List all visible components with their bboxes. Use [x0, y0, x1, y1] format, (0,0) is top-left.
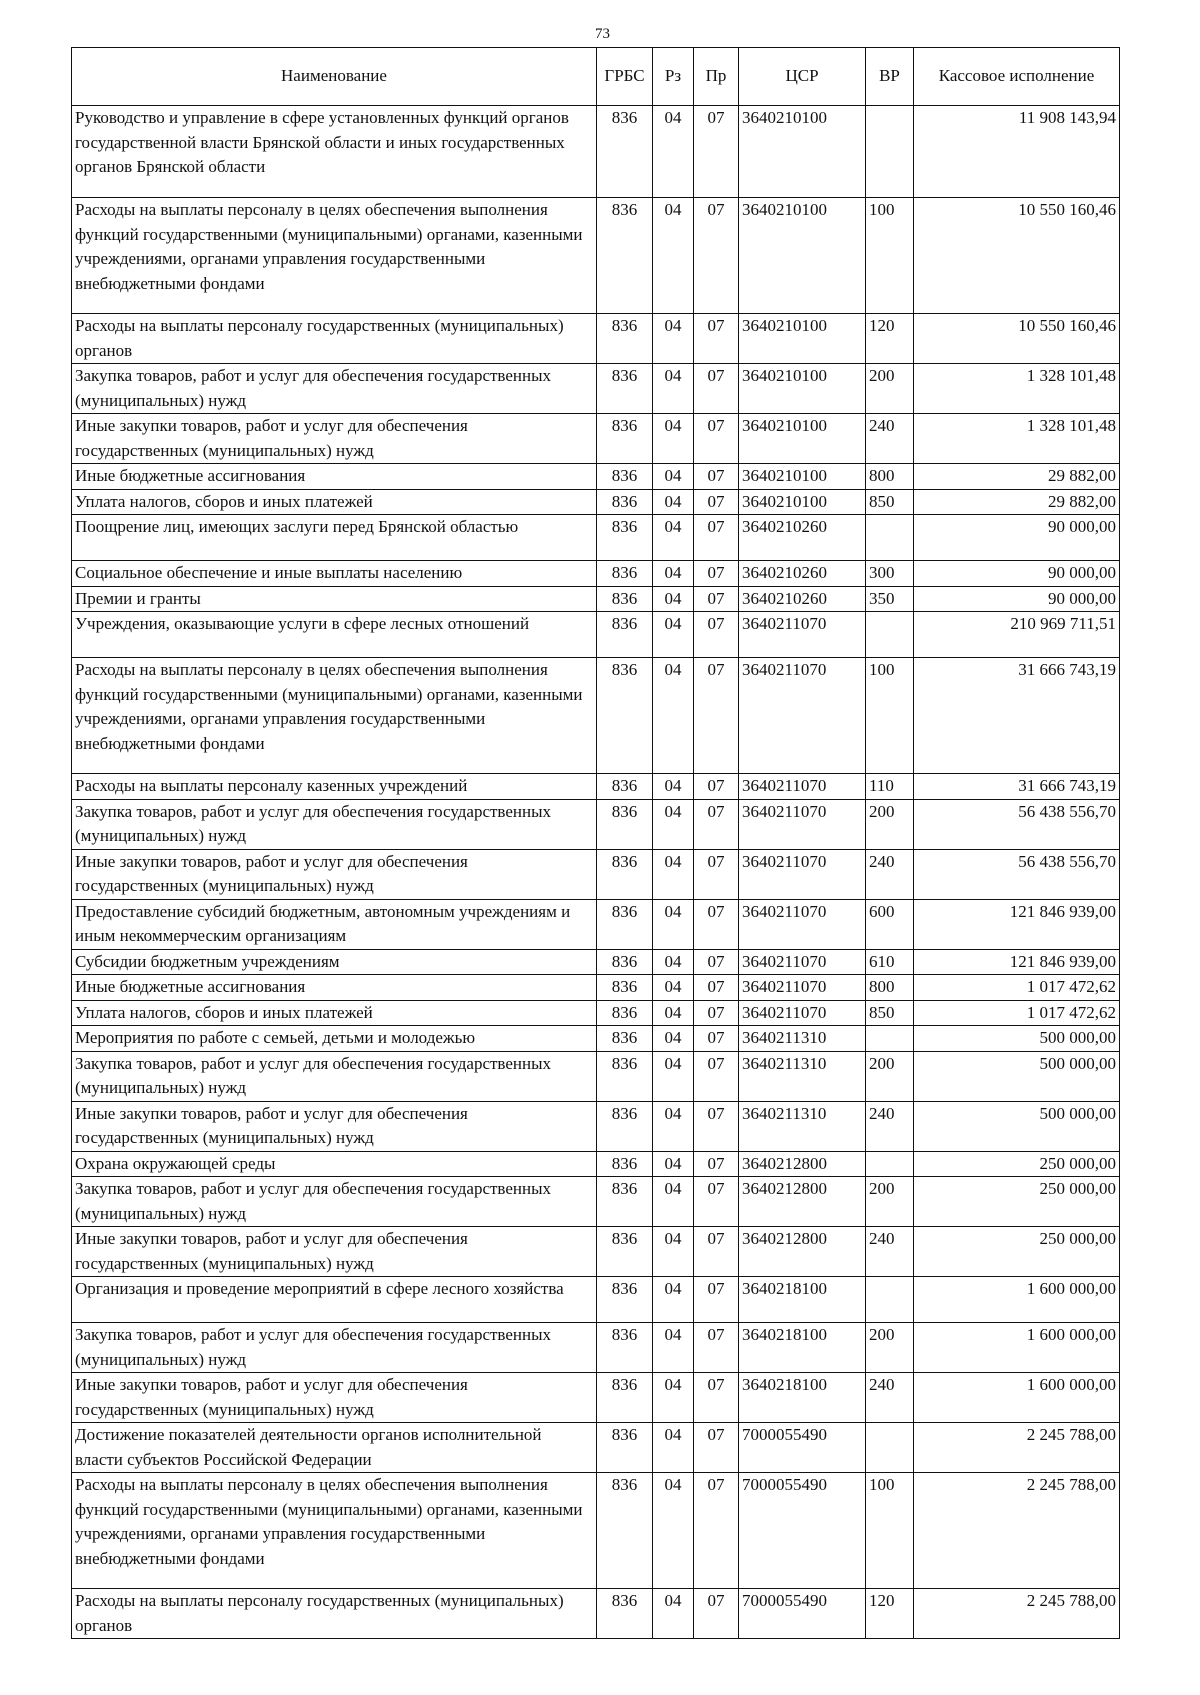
cell-grbs: 836 — [597, 1323, 653, 1373]
table-row — [72, 949, 1120, 975]
cell-name: Премии и гранты — [72, 586, 597, 612]
cell-amount: 10 550 160,46 — [914, 198, 1120, 314]
table-row — [72, 561, 1120, 587]
table-row — [72, 975, 1120, 1001]
cell-rz: 04 — [653, 414, 694, 464]
cell-grbs: 836 — [597, 1589, 653, 1639]
cell-csr: 3640211310 — [739, 1026, 866, 1052]
cell-csr: 3640210100 — [739, 106, 866, 198]
cell-csr: 3640212800 — [739, 1227, 866, 1277]
table-row — [72, 464, 1120, 490]
cell-vr — [866, 106, 914, 198]
cell-pr: 07 — [694, 1101, 739, 1151]
cell-csr: 3640210100 — [739, 198, 866, 314]
table-row — [72, 106, 1120, 198]
header-vr: ВР — [866, 48, 914, 106]
cell-vr: 200 — [866, 1051, 914, 1101]
cell-grbs: 836 — [597, 1277, 653, 1323]
cell-grbs: 836 — [597, 106, 653, 198]
cell-vr: 120 — [866, 1589, 914, 1639]
cell-rz: 04 — [653, 1373, 694, 1423]
cell-amount: 90 000,00 — [914, 586, 1120, 612]
cell-name: Расходы на выплаты персоналу государственных (муниципальных) органов — [72, 1589, 597, 1639]
cell-name: Иные закупки товаров, работ и услуг для обеспечения государственных (муниципальных) нужд — [72, 1227, 597, 1277]
cell-name: Расходы на выплаты персоналу в целях обеспечения выполнения функций государственными (муниципальными) органами, казенными учреждениями, органами управления государственными внебюджетными фондами — [72, 658, 597, 774]
cell-vr: 100 — [866, 1473, 914, 1589]
table-row — [72, 1026, 1120, 1052]
cell-pr: 07 — [694, 464, 739, 490]
header-rz: Рз — [653, 48, 694, 106]
cell-pr: 07 — [694, 1177, 739, 1227]
cell-csr: 3640211070 — [739, 658, 866, 774]
cell-grbs: 836 — [597, 198, 653, 314]
cell-grbs: 836 — [597, 799, 653, 849]
table-row — [72, 1589, 1120, 1639]
cell-name: Иные закупки товаров, работ и услуг для обеспечения государственных (муниципальных) нужд — [72, 849, 597, 899]
cell-amount: 500 000,00 — [914, 1101, 1120, 1151]
cell-name: Поощрение лиц, имеющих заслуги перед Брянской областью — [72, 515, 597, 561]
cell-pr: 07 — [694, 586, 739, 612]
cell-grbs: 836 — [597, 515, 653, 561]
cell-grbs: 836 — [597, 364, 653, 414]
cell-pr: 07 — [694, 1589, 739, 1639]
cell-csr: 3640212800 — [739, 1151, 866, 1177]
cell-pr: 07 — [694, 1373, 739, 1423]
cell-name: Иные бюджетные ассигнования — [72, 464, 597, 490]
cell-pr: 07 — [694, 364, 739, 414]
cell-name: Достижение показателей деятельности органов исполнительной власти субъектов Российской Федерации — [72, 1423, 597, 1473]
cell-pr: 07 — [694, 414, 739, 464]
cell-name: Закупка товаров, работ и услуг для обеспечения государственных (муниципальных) нужд — [72, 1051, 597, 1101]
cell-rz: 04 — [653, 658, 694, 774]
cell-vr: 300 — [866, 561, 914, 587]
cell-amount: 1 017 472,62 — [914, 975, 1120, 1001]
cell-csr: 3640211070 — [739, 899, 866, 949]
cell-amount: 1 600 000,00 — [914, 1323, 1120, 1373]
cell-name: Закупка товаров, работ и услуг для обеспечения государственных (муниципальных) нужд — [72, 1177, 597, 1227]
table-row — [72, 586, 1120, 612]
cell-name: Учреждения, оказывающие услуги в сфере лесных отношений — [72, 612, 597, 658]
cell-amount: 250 000,00 — [914, 1227, 1120, 1277]
table-row — [72, 1051, 1120, 1101]
cell-grbs: 836 — [597, 414, 653, 464]
cell-pr: 07 — [694, 975, 739, 1001]
cell-grbs: 836 — [597, 1151, 653, 1177]
cell-name: Субсидии бюджетным учреждениям — [72, 949, 597, 975]
cell-amount: 500 000,00 — [914, 1051, 1120, 1101]
cell-rz: 04 — [653, 1051, 694, 1101]
table-row — [72, 198, 1120, 314]
cell-vr — [866, 515, 914, 561]
cell-amount: 29 882,00 — [914, 489, 1120, 515]
cell-rz: 04 — [653, 1589, 694, 1639]
cell-pr: 07 — [694, 799, 739, 849]
cell-csr: 3640211070 — [739, 799, 866, 849]
table-row — [72, 314, 1120, 364]
cell-grbs: 836 — [597, 1373, 653, 1423]
cell-name: Расходы на выплаты персоналу государственных (муниципальных) органов — [72, 314, 597, 364]
table-row — [72, 1101, 1120, 1151]
cell-amount: 2 245 788,00 — [914, 1423, 1120, 1473]
table-row — [72, 899, 1120, 949]
cell-rz: 04 — [653, 1026, 694, 1052]
cell-vr: 200 — [866, 1177, 914, 1227]
cell-pr: 07 — [694, 1227, 739, 1277]
cell-vr: 850 — [866, 1000, 914, 1026]
cell-pr: 07 — [694, 561, 739, 587]
cell-vr: 200 — [866, 1323, 914, 1373]
cell-rz: 04 — [653, 515, 694, 561]
cell-rz: 04 — [653, 1423, 694, 1473]
cell-amount: 56 438 556,70 — [914, 799, 1120, 849]
cell-csr: 3640211070 — [739, 849, 866, 899]
cell-name: Расходы на выплаты персоналу в целях обеспечения выполнения функций государственными (муниципальными) органами, казенными учреждениями, органами управления государственными внебюджетными фондами — [72, 1473, 597, 1589]
cell-grbs: 836 — [597, 1101, 653, 1151]
cell-amount: 31 666 743,19 — [914, 658, 1120, 774]
cell-csr: 3640211070 — [739, 612, 866, 658]
cell-name: Расходы на выплаты персоналу в целях обеспечения выполнения функций государственными (муниципальными) органами, казенными учреждениями, органами управления государственными внебюджетными фондами — [72, 198, 597, 314]
cell-amount: 90 000,00 — [914, 515, 1120, 561]
cell-vr: 800 — [866, 464, 914, 490]
cell-rz: 04 — [653, 774, 694, 800]
cell-name: Иные закупки товаров, работ и услуг для обеспечения государственных (муниципальных) нужд — [72, 1101, 597, 1151]
cell-pr: 07 — [694, 1423, 739, 1473]
cell-amount: 29 882,00 — [914, 464, 1120, 490]
cell-vr — [866, 1277, 914, 1323]
cell-vr — [866, 1151, 914, 1177]
cell-amount: 1 600 000,00 — [914, 1373, 1120, 1423]
cell-vr: 100 — [866, 198, 914, 314]
cell-rz: 04 — [653, 1101, 694, 1151]
cell-rz: 04 — [653, 1473, 694, 1589]
cell-name: Иные закупки товаров, работ и услуг для обеспечения государственных (муниципальных) нужд — [72, 1373, 597, 1423]
cell-grbs: 836 — [597, 314, 653, 364]
cell-name: Уплата налогов, сборов и иных платежей — [72, 1000, 597, 1026]
cell-name: Уплата налогов, сборов и иных платежей — [72, 489, 597, 515]
cell-pr: 07 — [694, 106, 739, 198]
cell-grbs: 836 — [597, 975, 653, 1001]
cell-rz: 04 — [653, 198, 694, 314]
header-name: Наименование — [72, 48, 597, 106]
cell-vr: 240 — [866, 1227, 914, 1277]
cell-name: Закупка товаров, работ и услуг для обеспечения государственных (муниципальных) нужд — [72, 1323, 597, 1373]
cell-csr: 7000055490 — [739, 1423, 866, 1473]
cell-rz: 04 — [653, 106, 694, 198]
cell-name: Руководство и управление в сфере установленных функций органов государственной власти Брянской области и иных государственных органов Брянской области — [72, 106, 597, 198]
table-row — [72, 1227, 1120, 1277]
cell-rz: 04 — [653, 1227, 694, 1277]
cell-csr: 3640211070 — [739, 774, 866, 800]
cell-vr: 850 — [866, 489, 914, 515]
cell-amount: 56 438 556,70 — [914, 849, 1120, 899]
table-row — [72, 1177, 1120, 1227]
cell-rz: 04 — [653, 1151, 694, 1177]
cell-csr: 3640211310 — [739, 1051, 866, 1101]
cell-pr: 07 — [694, 949, 739, 975]
cell-pr: 07 — [694, 1323, 739, 1373]
cell-vr — [866, 1026, 914, 1052]
cell-grbs: 836 — [597, 658, 653, 774]
cell-rz: 04 — [653, 612, 694, 658]
cell-rz: 04 — [653, 799, 694, 849]
cell-grbs: 836 — [597, 1423, 653, 1473]
cell-csr: 3640210100 — [739, 414, 866, 464]
cell-grbs: 836 — [597, 489, 653, 515]
cell-rz: 04 — [653, 899, 694, 949]
cell-csr: 3640210100 — [739, 464, 866, 490]
table-row — [72, 1277, 1120, 1323]
cell-csr: 3640211070 — [739, 949, 866, 975]
cell-vr: 240 — [866, 1373, 914, 1423]
cell-name: Иные закупки товаров, работ и услуг для обеспечения государственных (муниципальных) нужд — [72, 414, 597, 464]
cell-vr: 350 — [866, 586, 914, 612]
cell-vr — [866, 1423, 914, 1473]
cell-amount: 11 908 143,94 — [914, 106, 1120, 198]
cell-grbs: 836 — [597, 949, 653, 975]
table-row — [72, 774, 1120, 800]
cell-grbs: 836 — [597, 1177, 653, 1227]
cell-amount: 90 000,00 — [914, 561, 1120, 587]
cell-amount: 500 000,00 — [914, 1026, 1120, 1052]
cell-amount: 121 846 939,00 — [914, 899, 1120, 949]
cell-csr: 3640211070 — [739, 1000, 866, 1026]
cell-grbs: 836 — [597, 1473, 653, 1589]
cell-amount: 250 000,00 — [914, 1177, 1120, 1227]
cell-amount: 31 666 743,19 — [914, 774, 1120, 800]
cell-pr: 07 — [694, 1051, 739, 1101]
cell-vr: 200 — [866, 364, 914, 414]
cell-grbs: 836 — [597, 1051, 653, 1101]
cell-pr: 07 — [694, 1151, 739, 1177]
table-row — [72, 1151, 1120, 1177]
cell-vr — [866, 612, 914, 658]
cell-amount: 1 328 101,48 — [914, 414, 1120, 464]
cell-csr: 3640210100 — [739, 364, 866, 414]
table-row — [72, 1000, 1120, 1026]
table-row — [72, 658, 1120, 774]
cell-grbs: 836 — [597, 774, 653, 800]
page-number: 73 — [595, 26, 610, 42]
table-row — [72, 489, 1120, 515]
cell-rz: 04 — [653, 489, 694, 515]
cell-vr: 100 — [866, 658, 914, 774]
cell-pr: 07 — [694, 1277, 739, 1323]
cell-vr: 800 — [866, 975, 914, 1001]
table-row — [72, 849, 1120, 899]
cell-vr: 600 — [866, 899, 914, 949]
cell-amount: 210 969 711,51 — [914, 612, 1120, 658]
table-row — [72, 1423, 1120, 1473]
cell-pr: 07 — [694, 1473, 739, 1589]
cell-pr: 07 — [694, 1026, 739, 1052]
cell-csr: 3640211070 — [739, 975, 866, 1001]
table-row — [72, 1373, 1120, 1423]
cell-vr: 120 — [866, 314, 914, 364]
cell-amount: 250 000,00 — [914, 1151, 1120, 1177]
cell-rz: 04 — [653, 975, 694, 1001]
cell-grbs: 836 — [597, 586, 653, 612]
cell-pr: 07 — [694, 849, 739, 899]
cell-csr: 3640218100 — [739, 1373, 866, 1423]
table-row — [72, 612, 1120, 658]
cell-name: Предоставление субсидий бюджетным, автономным учреждениям и иным некоммерческим организациям — [72, 899, 597, 949]
cell-vr: 610 — [866, 949, 914, 975]
cell-rz: 04 — [653, 314, 694, 364]
cell-pr: 07 — [694, 612, 739, 658]
cell-vr: 240 — [866, 849, 914, 899]
cell-grbs: 836 — [597, 899, 653, 949]
cell-grbs: 836 — [597, 1000, 653, 1026]
cell-name: Расходы на выплаты персоналу казенных учреждений — [72, 774, 597, 800]
cell-rz: 04 — [653, 1323, 694, 1373]
header-amount: Кассовое исполнение — [914, 48, 1120, 106]
cell-grbs: 836 — [597, 561, 653, 587]
cell-pr: 07 — [694, 658, 739, 774]
cell-amount: 10 550 160,46 — [914, 314, 1120, 364]
cell-amount: 1 328 101,48 — [914, 364, 1120, 414]
cell-amount: 1 017 472,62 — [914, 1000, 1120, 1026]
cell-vr: 200 — [866, 799, 914, 849]
cell-csr: 3640210100 — [739, 314, 866, 364]
cell-csr: 3640210100 — [739, 489, 866, 515]
cell-rz: 04 — [653, 586, 694, 612]
cell-rz: 04 — [653, 364, 694, 414]
table-row — [72, 1473, 1120, 1589]
cell-pr: 07 — [694, 198, 739, 314]
cell-rz: 04 — [653, 464, 694, 490]
table-row — [72, 364, 1120, 414]
cell-name: Закупка товаров, работ и услуг для обеспечения государственных (муниципальных) нужд — [72, 799, 597, 849]
cell-amount: 2 245 788,00 — [914, 1473, 1120, 1589]
cell-rz: 04 — [653, 1000, 694, 1026]
cell-pr: 07 — [694, 1000, 739, 1026]
cell-pr: 07 — [694, 899, 739, 949]
cell-csr: 3640212800 — [739, 1177, 866, 1227]
table-header-row — [72, 48, 1120, 106]
header-pr: Пр — [694, 48, 739, 106]
cell-csr: 3640218100 — [739, 1323, 866, 1373]
table-row — [72, 515, 1120, 561]
cell-grbs: 836 — [597, 464, 653, 490]
cell-amount: 2 245 788,00 — [914, 1589, 1120, 1639]
cell-vr: 110 — [866, 774, 914, 800]
budget-execution-table — [71, 47, 1120, 1639]
cell-rz: 04 — [653, 1277, 694, 1323]
cell-name: Охрана окружающей среды — [72, 1151, 597, 1177]
cell-grbs: 836 — [597, 1026, 653, 1052]
cell-csr: 3640211310 — [739, 1101, 866, 1151]
cell-vr: 240 — [866, 1101, 914, 1151]
cell-rz: 04 — [653, 561, 694, 587]
cell-vr: 240 — [866, 414, 914, 464]
cell-name: Иные бюджетные ассигнования — [72, 975, 597, 1001]
cell-pr: 07 — [694, 515, 739, 561]
cell-csr: 3640210260 — [739, 561, 866, 587]
cell-pr: 07 — [694, 314, 739, 364]
table-row — [72, 799, 1120, 849]
cell-rz: 04 — [653, 1177, 694, 1227]
cell-name: Мероприятия по работе с семьей, детьми и молодежью — [72, 1026, 597, 1052]
table-row — [72, 414, 1120, 464]
cell-pr: 07 — [694, 774, 739, 800]
cell-rz: 04 — [653, 849, 694, 899]
cell-csr: 7000055490 — [739, 1473, 866, 1589]
cell-csr: 3640210260 — [739, 515, 866, 561]
cell-amount: 1 600 000,00 — [914, 1277, 1120, 1323]
table-row — [72, 1323, 1120, 1373]
cell-amount: 121 846 939,00 — [914, 949, 1120, 975]
cell-rz: 04 — [653, 949, 694, 975]
cell-name: Социальное обеспечение и иные выплаты населению — [72, 561, 597, 587]
cell-csr: 7000055490 — [739, 1589, 866, 1639]
cell-csr: 3640210260 — [739, 586, 866, 612]
cell-name: Закупка товаров, работ и услуг для обеспечения государственных (муниципальных) нужд — [72, 364, 597, 414]
cell-csr: 3640218100 — [739, 1277, 866, 1323]
cell-name: Организация и проведение мероприятий в сфере лесного хозяйства — [72, 1277, 597, 1323]
header-csr: ЦСР — [739, 48, 866, 106]
cell-grbs: 836 — [597, 849, 653, 899]
header-grbs: ГРБС — [597, 48, 653, 106]
cell-grbs: 836 — [597, 612, 653, 658]
cell-pr: 07 — [694, 489, 739, 515]
cell-grbs: 836 — [597, 1227, 653, 1277]
